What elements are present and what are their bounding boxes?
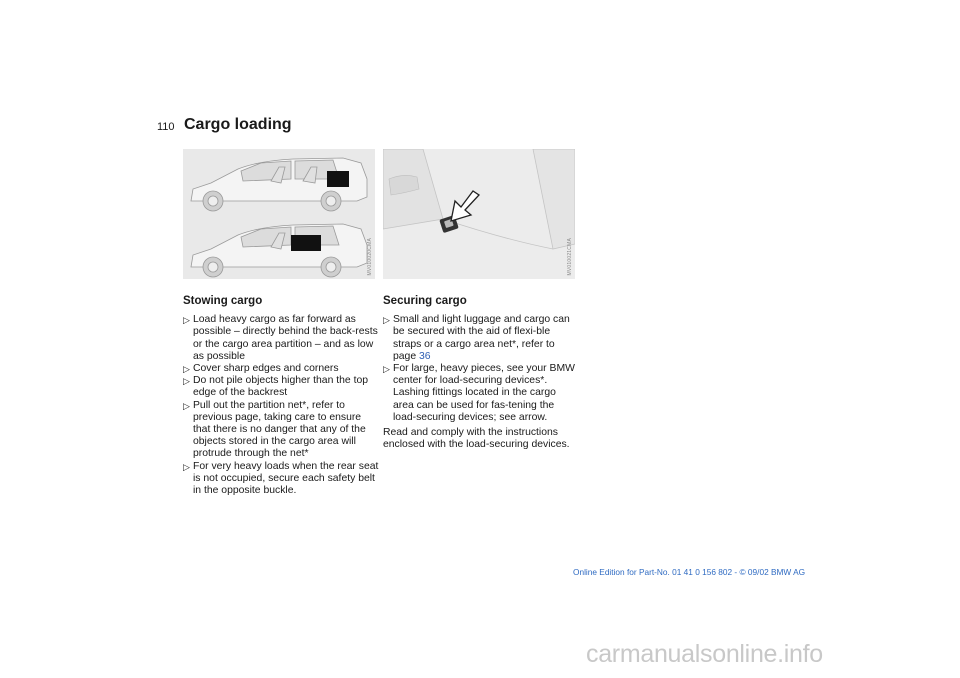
securing-cargo-section: [383, 295, 579, 451]
page-number: 110: [157, 121, 175, 133]
car-upper-illustration: [191, 158, 367, 211]
figure-code: MV010020CMA: [367, 237, 373, 275]
instructions-note: Read and comply with the instructions enclosed with the load-securing devices.: [383, 427, 570, 451]
bullet-arrow-icon: ▷: [183, 315, 190, 326]
list-item: ▷ For very heavy loads when the rear seat is not occupied, secure each safety belt in the opposite buckle.: [183, 460, 379, 497]
list-item: ▷ Load heavy cargo as far forward as possible – directly behind the back-rests or the cargo area partition – and as low as possible: [183, 314, 378, 362]
figure-code: MV010021CMA: [567, 237, 573, 275]
section-heading: Stowing cargo: [183, 295, 263, 307]
bullet-arrow-icon: ▷: [183, 400, 190, 411]
list-item: ▷ For large, heavy pieces, see your BMW center for load-securing devices*. Lashing fittings located in the cargo area can be used for fas-tening the load-securing devices; see arrow.: [383, 363, 575, 423]
stowing-list: [183, 314, 379, 497]
list-item: ▷ Small and light luggage and cargo can be secured with the aid of flexi-ble straps or a cargo area net*, refer to page 36: [383, 314, 570, 362]
list-item: ▷ Pull out the partition net*, refer to previous page, taking care to ensure that there is no danger that any of the objects stored in the cargo area will protrude through the net*: [183, 399, 366, 460]
list-item: ▷ Cover sharp edges and corners: [183, 363, 339, 375]
section-heading: Securing cargo: [383, 295, 467, 307]
site-watermark: carmanualsonline.info: [586, 640, 823, 668]
car-lower-illustration: [191, 224, 367, 277]
lashing-fitting-illustration: [383, 149, 575, 279]
stowing-cargo-section: [183, 295, 379, 497]
bullet-arrow-icon: ▷: [383, 364, 390, 375]
list-item: ▷ Do not pile objects higher than the top edge of the backrest: [183, 375, 369, 399]
page-title: Cargo loading: [184, 116, 292, 133]
page-reference-link[interactable]: 36: [419, 350, 431, 362]
securing-list: [383, 314, 579, 424]
bullet-arrow-icon: ▷: [383, 315, 390, 326]
edition-footer: Online Edition for Part-No. 01 41 0 156 802 - © 09/02 BMW AG: [573, 567, 806, 577]
cargo-stowing-illustration: [183, 149, 375, 279]
bullet-arrow-icon: ▷: [183, 364, 190, 375]
bullet-arrow-icon: ▷: [183, 461, 190, 472]
bullet-arrow-icon: ▷: [183, 376, 190, 387]
